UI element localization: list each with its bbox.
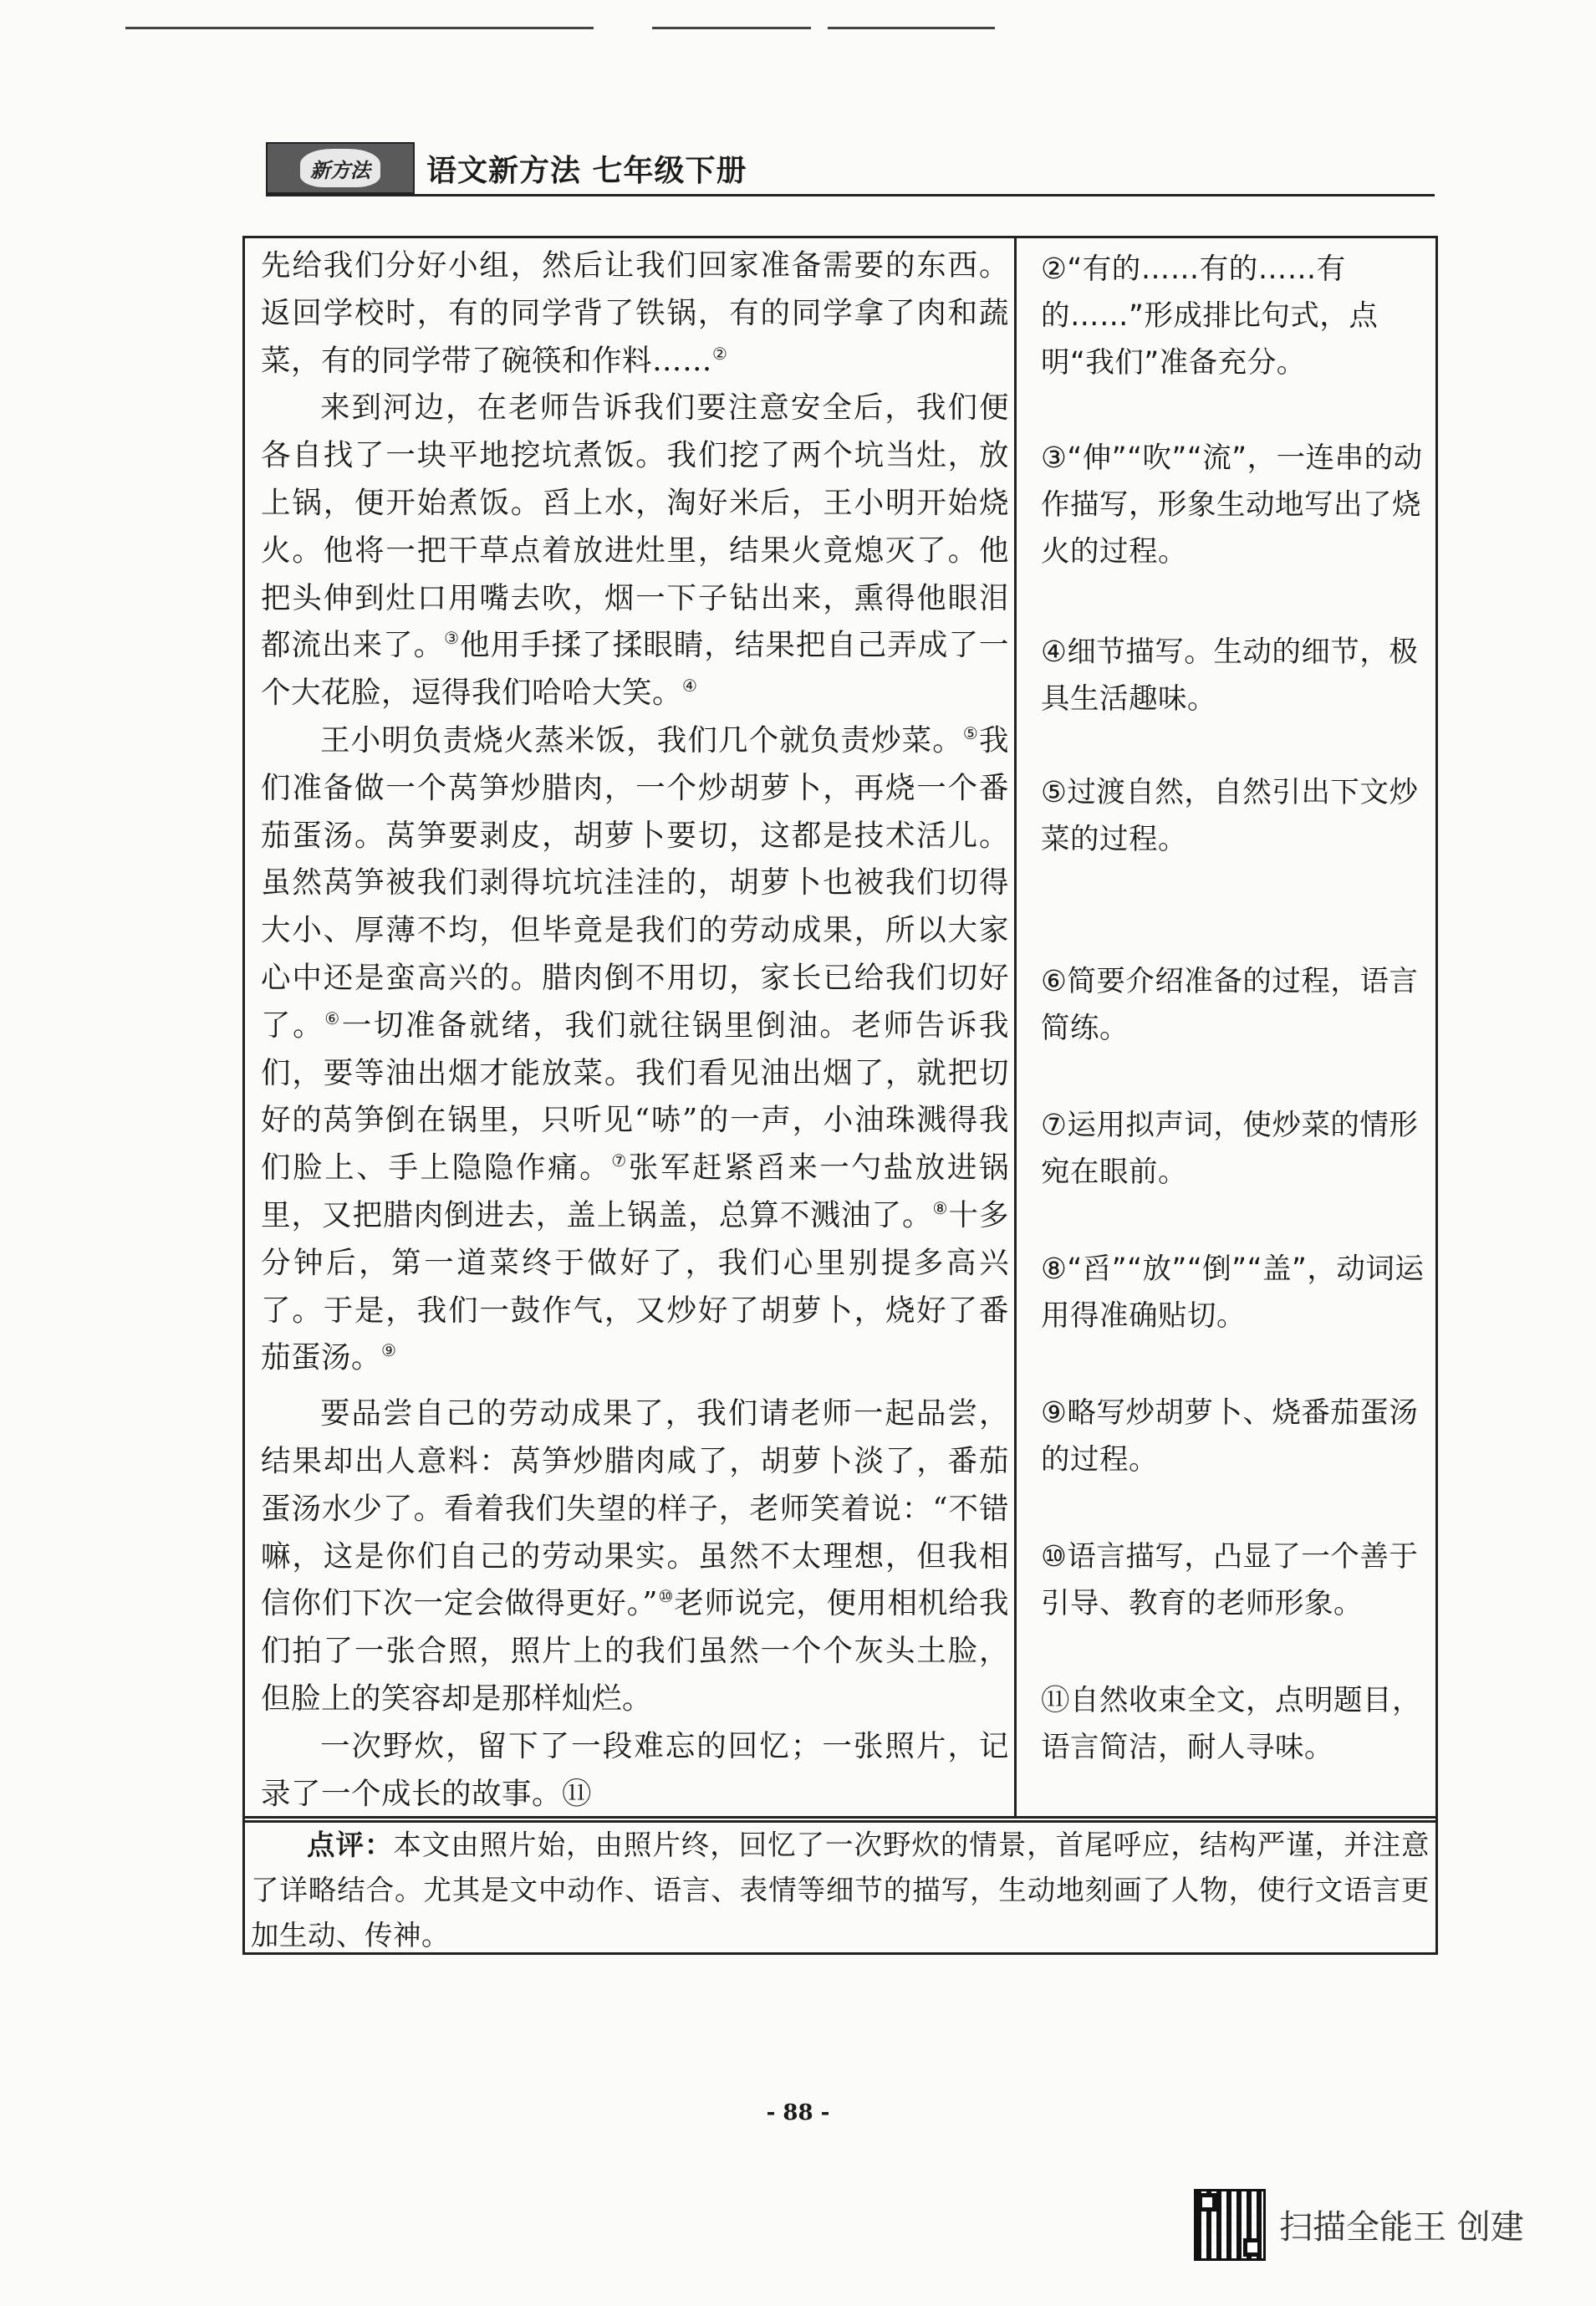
top-rule-left (125, 27, 594, 29)
note-8: ⑧“舀”“放”“倒”“盖”，动词运用得准确贴切。 (1041, 1252, 1425, 1333)
note-7: ⑦运用拟声词，使炒菜的情形宛在眼前。 (1041, 1109, 1419, 1189)
marker-6: ⑥ (324, 1008, 342, 1028)
marker-4: ④ (682, 676, 698, 696)
essay-column (261, 242, 1009, 1818)
marker-2: ② (712, 343, 728, 364)
marker-10: ⑩ (657, 1586, 675, 1607)
note-2: ②“有的……有的……有的……”形成排比句式，点明“我们”准备充分。 (1041, 253, 1379, 380)
essay-paragraph-2: 来到河边，在老师告诉我们要注意安全后，我们便各自找了一块平地挖坑煮饭。我们挖了两个坑当灶，放上锅，便开始煮饭。舀上水，淘好米后，王小明开始烧火。他将一把干草点着放进灶里，结果火竟熄灭了。他把头伸到灶口用嘴去吹，烟一下子钻出来，熏得他眼泪都流出来了。③他用手揉了揉眼睛，结果把自己弄成了一个大花脸，逗得我们哈哈大笑。④ (261, 390, 1009, 711)
qr-code-icon (1194, 2189, 1266, 2261)
essay-paragraph-1: 先给我们分好小组，然后让我们回家准备需要的东西。返回学校时，有的同学背了铁锅，有的同学拿了肉和蔬菜，有的同学带了碗筷和作料……② (261, 248, 1009, 378)
comment-text: 点评：本文由照片始，由照片终，回忆了一次野炊的情景，首尾呼应，结构严谨，并注意了详略结合。尤其是文中动作、语言、表情等细节的描写，生动地刻画了人物，使行文语言更加生动、传神。 (251, 1829, 1430, 1951)
page-number: - 88 - (766, 2100, 830, 2125)
essay-paragraph-3: 王小明负责烧火蒸米饭，我们几个就负责炒菜。⑤我们准备做一个莴笋炒腊肉，一个炒胡萝卜，再烧一个番茄蛋汤。莴笋要剥皮，胡萝卜要切，这都是技术活儿。虽然莴笋被我们剥得坑坑洼洼的，胡萝卜也被我们切得大小、厚薄不均，但毕竟是我们的劳动成果，所以大家心中还是蛮高兴的。腊肉倒不用切，家长已给我们切好了。⑥一切准备就绪，我们就往锅里倒油。老师告诉我们，要等油出烟才能放菜。我们看见油出烟了，就把切好的莴笋倒在锅里，只听见“哧”的一声，小油珠溅得我们脸上、手上隐隐作痛。⑦张军赶紧舀来一勺盐放进锅里，又把腊肉倒进去，盖上锅盖，总算不溅油了。⑧十多分钟后，第一道菜终于做好了，我们心里别提多高兴了。于是，我们一鼓作气，又炒好了胡萝卜，烧好了番茄蛋汤。⑨ (261, 722, 1009, 1375)
note-10: ⑩语言描写，凸显了一个善于引导、教育的老师形象。 (1041, 1540, 1419, 1620)
note-6: ⑥简要介绍准备的过程，语言简练。 (1041, 965, 1419, 1045)
header-underline (266, 194, 1435, 196)
page-title: 语文新方法 七年级下册 (426, 153, 747, 188)
marker-3: ③ (444, 628, 461, 649)
top-rule-middle (652, 27, 811, 29)
marker-11: ⑪ (562, 1776, 593, 1811)
top-rule-right (828, 27, 995, 29)
marker-8: ⑧ (932, 1198, 949, 1219)
comment-label: 点评： (307, 1829, 394, 1861)
note-3: ③“伸”“吹”“流”，一连串的动作描写，形象生动地写出了烧火的过程。 (1041, 441, 1423, 569)
column-divider (1014, 236, 1017, 1818)
essay-paragraph-5: 一次野炊，留下了一段难忘的回忆；一张照片，记录了一个成长的故事。⑪ (261, 1728, 1009, 1811)
marker-5: ⑤ (962, 723, 979, 744)
logo (266, 142, 415, 194)
note-11: ⑪自然收束全文，点明题目，语言简洁，耐人寻味。 (1041, 1684, 1421, 1764)
logo-emblem: 新方法 (300, 149, 380, 187)
note-9: ⑨略写炒胡萝卜、烧番茄蛋汤的过程。 (1041, 1396, 1419, 1477)
marker-9: ⑨ (381, 1340, 397, 1361)
scanner-watermark: 扫描全能王 创建 (1279, 2208, 1524, 2247)
marker-7: ⑦ (611, 1150, 629, 1171)
note-5: ⑤过渡自然，自然引出下文炒菜的过程。 (1041, 776, 1419, 856)
note-4: ④细节描写。生动的细节，极具生活趣味。 (1041, 635, 1419, 716)
essay-paragraph-4: 要品尝自己的劳动成果了，我们请老师一起品尝，结果却出人意料：莴笋炒腊肉咸了，胡萝卜淡了，番茄蛋汤水少了。看着我们失望的样子，老师笑着说：“不错嘛，这是你们自己的劳动果实。虽然不太理想，但我相信你们下次一定会做得更好。”⑩老师说完，便用相机给我们拍了一张合照，照片上的我们虽然一个个灰头土脸，但脸上的笑容却是那样灿烂。 (261, 1396, 1009, 1716)
